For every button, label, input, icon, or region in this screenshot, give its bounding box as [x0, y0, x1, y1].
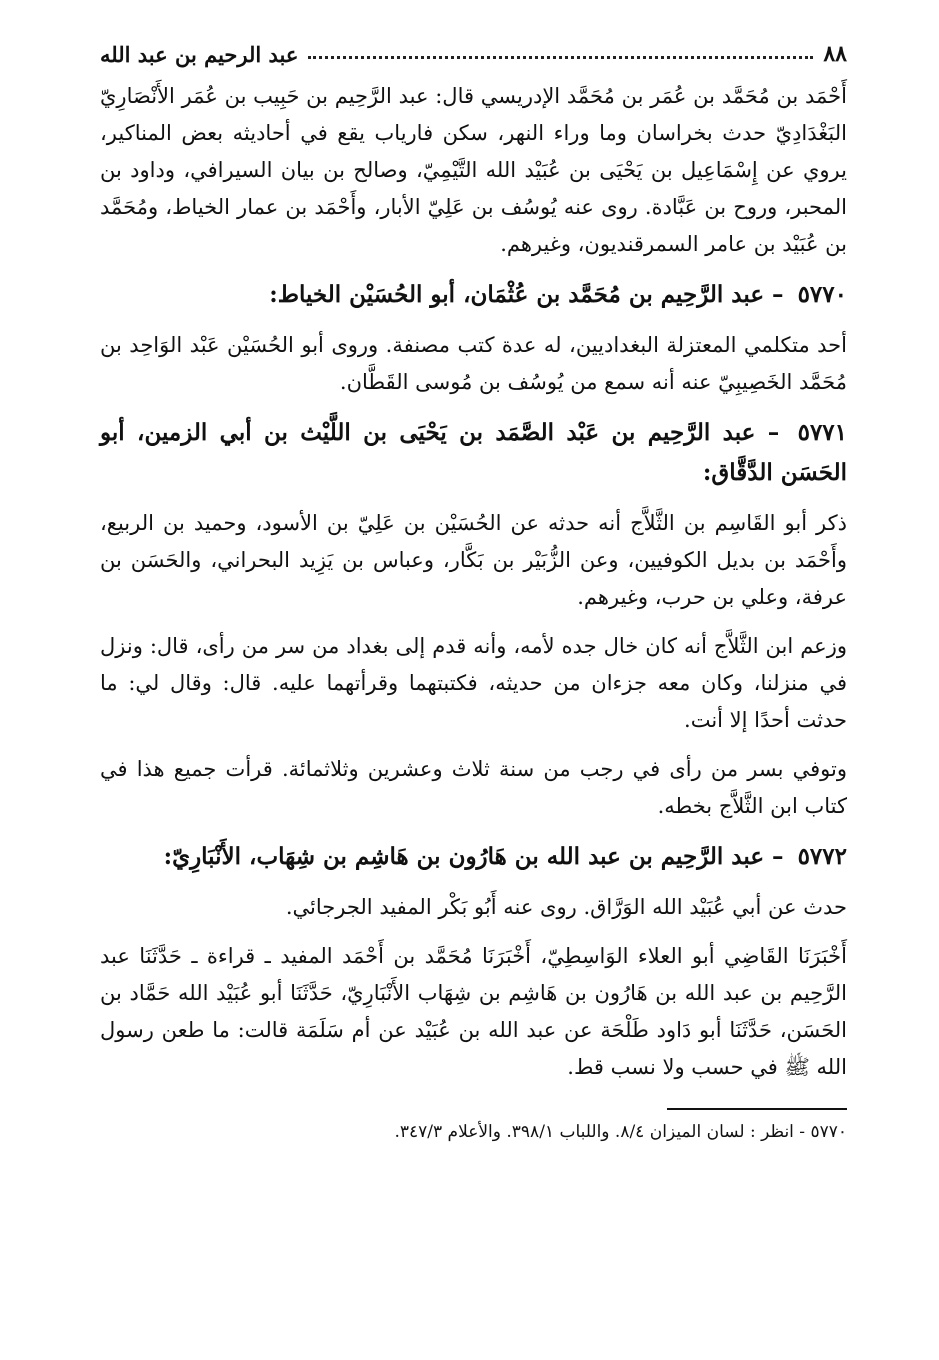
entry-number: ٥٧٧٢ [797, 843, 847, 870]
footnote-rule [667, 1108, 847, 1110]
entry-title: عبد الرَّحِيم بن عَبْد الصَّمَد بن يَحْيَى بن اللَّيْث بن أبي الزمين، أبو الحَسَن الدَّقَّاق: [100, 419, 847, 486]
spacer [100, 739, 847, 751]
spacer [100, 493, 847, 505]
entry-paragraph: أحد متكلمي المعتزلة البغداديين، له عدة كتب مصنفة. وروى أبو الحُسَيْن عَبْد الوَاحِد بن مُحَمَّد الخَصِيبِيّ عنه أنه سمع من يُوسُف بن مُوسى القَطَّان. [100, 333, 847, 394]
book-page [100, 30, 847, 1360]
heading-dash: – [764, 281, 784, 308]
entry-paragraph: ذكر أبو القَاسِم بن الثَّلاَّج أنه حدثه عن الحُسَيْن بن عَلِيّ بن الأسود، وحميد بن الربيع، وأَحْمَد بن بديل الكوفيين، وعن الزُّبَيْر بن بَكَّار، وعباس بن يَزِيد البحراني، والحَسَن بن عرفة، وعلي بن حرب، وغيرهم. [100, 511, 847, 609]
entry-number: ٥٧٧٠ [797, 281, 847, 308]
spacer [100, 877, 847, 889]
entry-paragraph: حدث عن أبي عُبَيْد الله الوَرَّاق. روى عنه أَبُو بَكْر المفيد الجرجائي. [285, 895, 847, 919]
entry-heading [100, 413, 847, 493]
spacer [100, 616, 847, 628]
entry-paragraph: وتوفي بسر من رأى في رجب من سنة ثلاث وعشرين وثلاثمائة. قرأت جميع هذا في كتاب ابن الثَّلاَّج بخطه. [100, 757, 847, 818]
heading-dash: – [764, 843, 784, 870]
spacer [100, 926, 847, 938]
page-number: ٨٨ [823, 41, 847, 67]
spacer [100, 263, 847, 275]
entry-heading [100, 837, 847, 877]
spacer [100, 825, 847, 837]
entry-paragraph: أَحْمَد بن مُحَمَّد بن عُمَر بن مُحَمَّد الإدريسي قال: عبد الرَّحِيم بن حَبِيب بن عُمَر الأَنْصَارِيّ البَغْدَادِيّ حدث بخراسان وما وراء النهر، سكن فارياب يقع في أحاديثه بعض المناكير، يروي عن إِسْمَاعِيل بن يَحْيَى بن عُبَيْد الله التَّيْمِيّ، وصالح بن بيان السيرافي، وداود بن المحبر، وروح بن عَبَّادة. روى عنه يُوسُف بن عَلِيّ الأبار، وأَحْمَد بن عمار الخياط، ومُحَمَّد بن عُبَيْد بن عامر السمرقنديون، وغيرهم. [100, 84, 847, 256]
entry-heading [100, 275, 847, 315]
entry-number: ٥٧٧١ [797, 419, 848, 446]
running-title: عبد الرحيم بن عبد الله [100, 41, 299, 67]
entry-title: عبد الرَّحِيم بن مُحَمَّد بن عُثْمَان، أبو الحُسَيْن الخياط: [269, 281, 765, 308]
spacer [100, 315, 847, 327]
spacer [100, 401, 847, 413]
entry-title: عبد الرَّحِيم بن عبد الله بن هَارُون بن هَاشِم بن شِهَاب، الأَنْبَارِيّ: [163, 843, 765, 870]
footnote: ٥٧٧٠ - انظر : لسان الميزان ٨/٤. واللباب ٣٩٨/١. والأعلام ٣٤٧/٣. [394, 1122, 847, 1142]
heading-dash: – [755, 419, 780, 446]
running-header [100, 30, 847, 78]
entry-paragraph: أَخْبَرَنَا القَاضِي أبو العلاء الوَاسِطِيّ، أَخْبَرَنَا مُحَمَّد بن أَحْمَد المفيد ـ قراءة ـ حَدَّثَنَا عبد الرَّحِيم بن عبد الله بن هَارُون بن هَاشِم بن شِهَاب الأَنْبَارِيّ، حَدَّثَنَا أبو عُبَيْد الله حَمَّاد بن الحَسَن، حَدَّثَنَا أبو دَاود طَلْحَة عن عبد الله بن عُبَيْد عن أم سَلَمَة قالت: ما طعن رسول الله ﷺ في حسب ولا نسب قط. [100, 944, 847, 1079]
entry-paragraph: وزعم ابن الثَّلاَّج أنه كان خال جده لأمه، وأنه قدم إلى بغداد من سر من رأى، قال: ونزل في منزلنا، وكان معه جزءان من حديثه، فكتبتهما وقرأتهما عليه. قال: وقال لي: ما حدثت أحدًا إلا أنت. [100, 634, 847, 732]
dotted-leader [308, 50, 813, 59]
